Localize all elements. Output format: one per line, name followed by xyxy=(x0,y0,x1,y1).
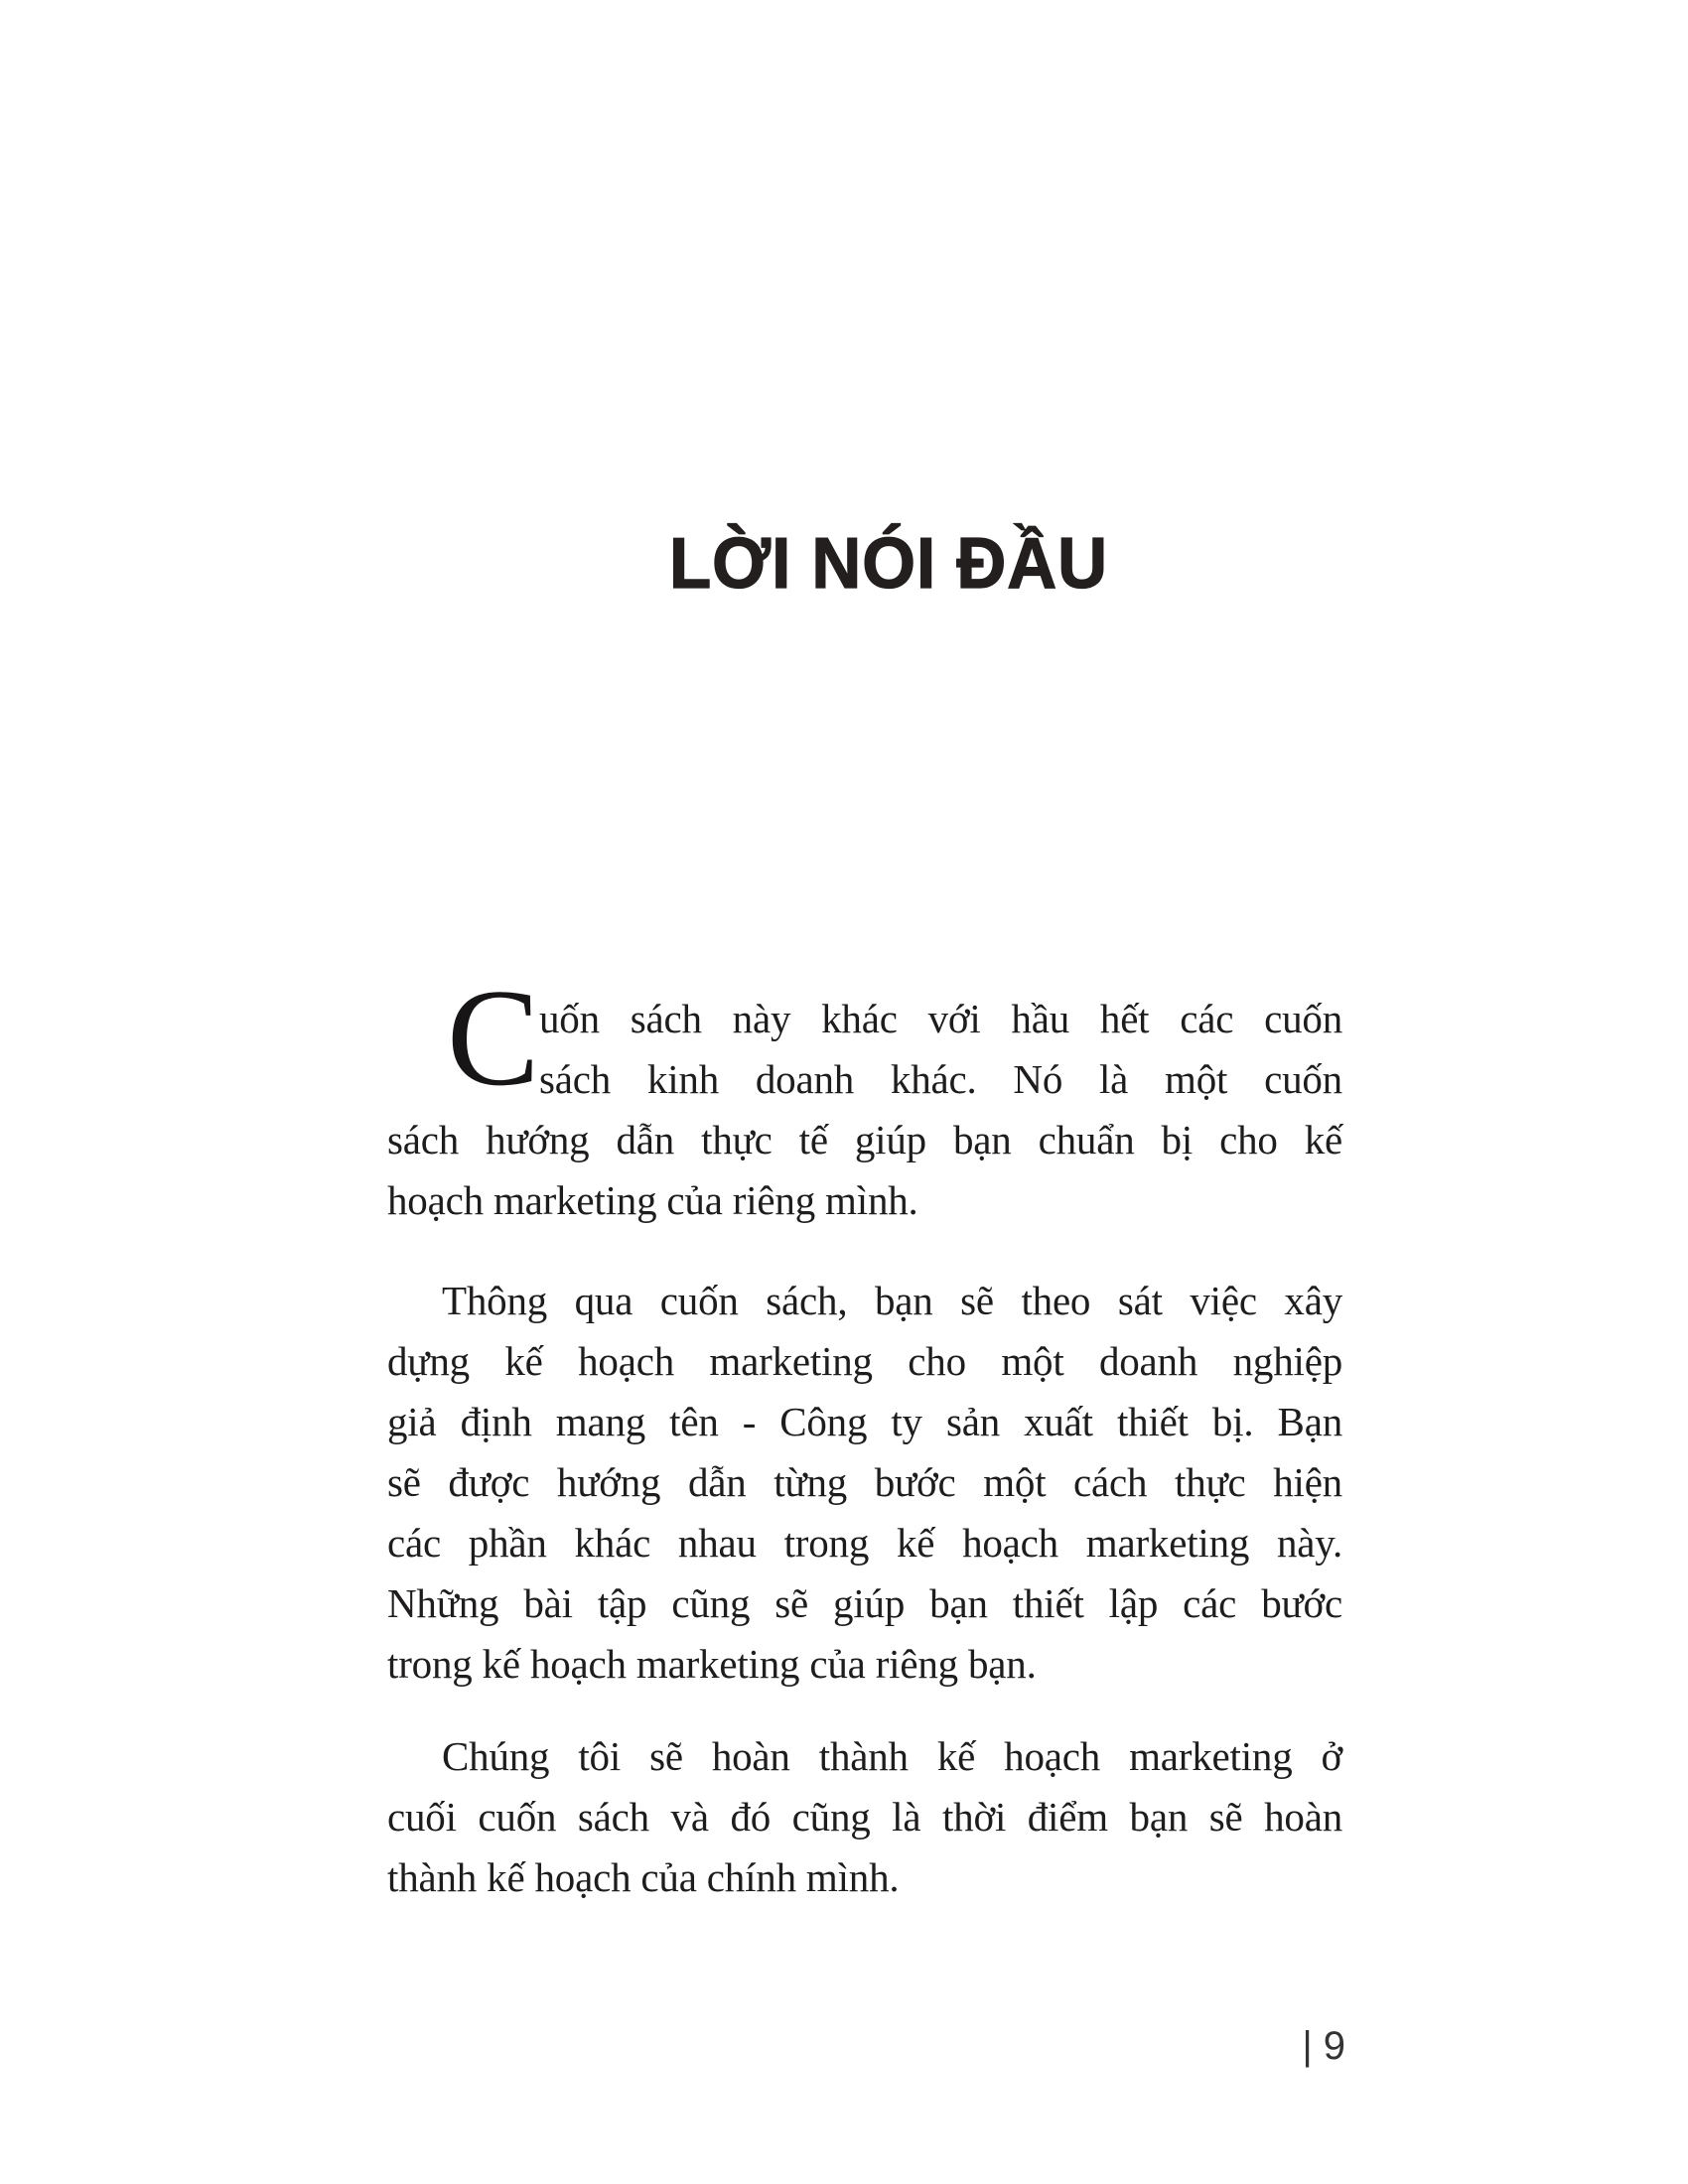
page-number-value: 9 xyxy=(1323,2024,1346,2068)
paragraph-2 xyxy=(387,1271,1342,1695)
paragraph-line: Những bài tập cũng sẽ giúp bạn thiết lập các bước xyxy=(387,1580,1342,1626)
page-number xyxy=(387,2026,1346,2066)
paragraph-line: giả định mang tên - Công ty sản xuất thiết bị. Bạn xyxy=(387,1399,1342,1444)
paragraph-line: cuối cuốn sách và đó cũng là thời điểm bạn sẽ hoàn xyxy=(387,1794,1342,1840)
page-number-separator: | xyxy=(1302,2024,1314,2068)
paragraph-line: trong kế hoạch marketing của riêng bạn. xyxy=(387,1641,1037,1687)
paragraph-line: sách hướng dẫn thực tế giúp bạn chuẩn bị cho kế xyxy=(387,1117,1342,1162)
paragraph-line: Chúng tôi sẽ hoàn thành kế hoạch marketing ở xyxy=(442,1733,1342,1779)
paragraph-line: sách kinh doanh khác. Nó là một cuốn xyxy=(539,1056,1342,1102)
chapter-title: LỜI NÓI ĐẦU xyxy=(669,524,1108,604)
paragraph-line: Thông qua cuốn sách, bạn sẽ theo sát việc xây xyxy=(442,1278,1342,1323)
paragraph-3 xyxy=(387,1726,1342,1908)
paragraph-line: dựng kế hoạch marketing cho một doanh nghiệp xyxy=(387,1338,1342,1384)
paragraph-1 xyxy=(387,961,1342,1231)
paragraph-line: uốn sách này khác với hầu hết các cuốn xyxy=(539,996,1342,1041)
paragraph-line: các phần khác nhau trong kế hoạch marketing này. xyxy=(387,1520,1342,1566)
paragraph-line: thành kế hoạch của chính mình. xyxy=(387,1854,900,1900)
paragraph-line: hoạch marketing của riêng mình. xyxy=(387,1177,918,1223)
drop-cap: C xyxy=(447,961,540,1115)
paragraph-line: sẽ được hướng dẫn từng bước một cách thực hiện xyxy=(387,1459,1342,1505)
